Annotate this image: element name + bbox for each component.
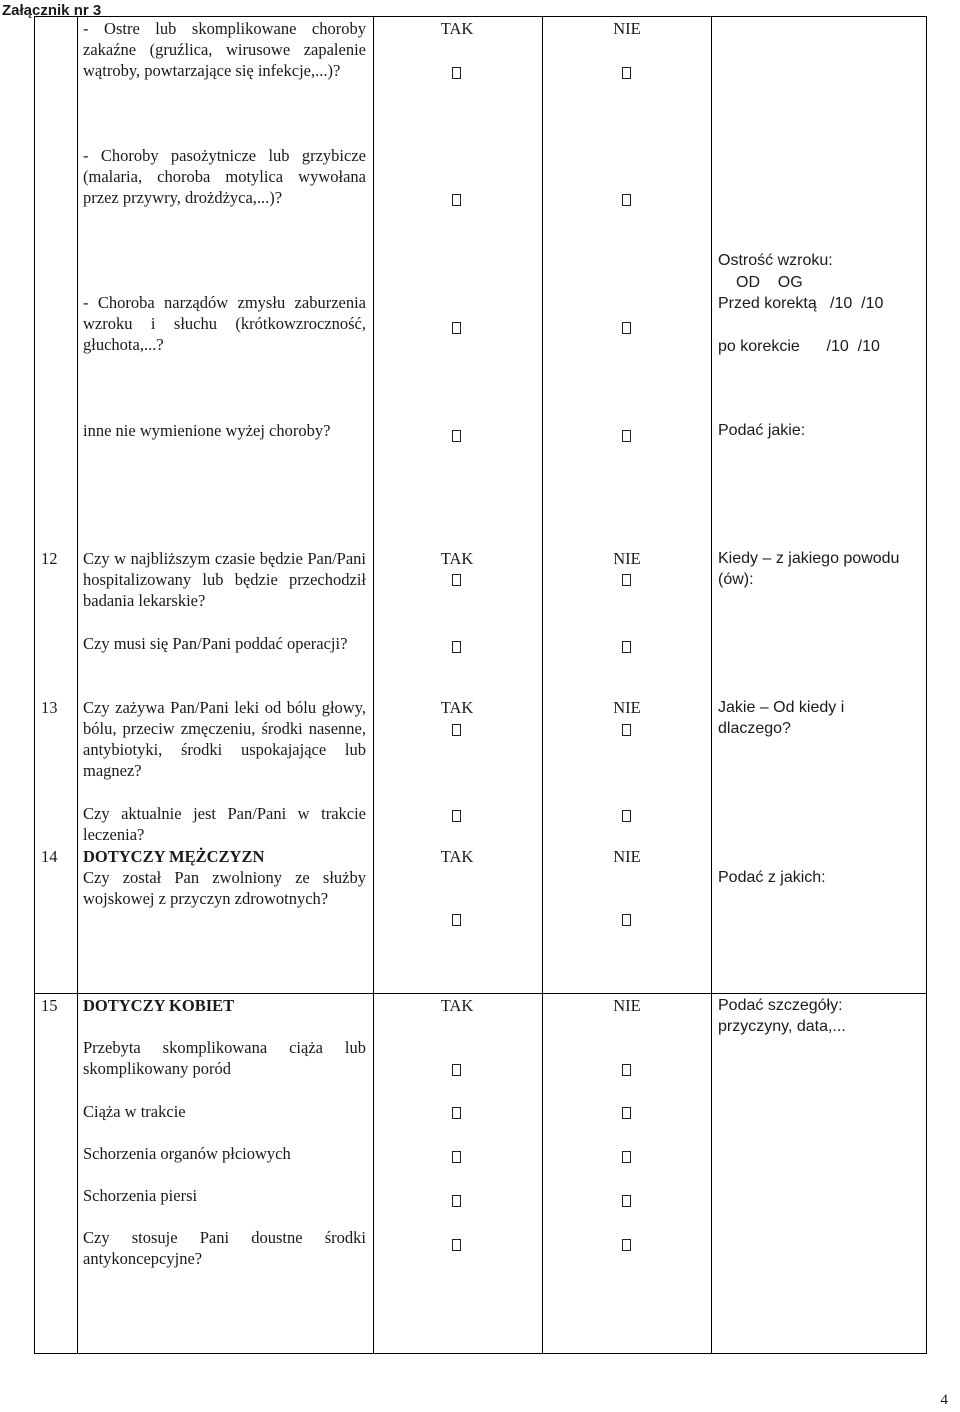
yes-checkbox[interactable] — [452, 574, 461, 586]
vision-title: Ostrość wzroku: — [718, 252, 833, 269]
question-number: 15 — [41, 996, 58, 1015]
question-senses: - Choroba narządów zmysłu zaburzenia wzroku i słuchu (krótkowzroczność, głuchota,...? — [83, 293, 366, 354]
no-checkbox[interactable] — [622, 914, 631, 926]
yes-checkbox[interactable] — [452, 1064, 461, 1076]
yes-label: TAK — [440, 996, 474, 1015]
no-label: NIE — [613, 996, 641, 1015]
page-number: 4 — [940, 1392, 948, 1408]
question-15-item: Schorzenia piersi — [83, 1186, 198, 1205]
yes-label: TAK — [440, 847, 474, 866]
column-divider — [373, 16, 374, 1354]
yes-checkbox[interactable] — [452, 1151, 461, 1163]
question-15-item: Ciąża w trakcie — [83, 1102, 186, 1121]
no-checkbox[interactable] — [622, 194, 631, 206]
question-parasitic: - Choroby pasożytnicze lub grzybicze (malaria, choroba motylica wywołana przez przywry, drożdżyca,...)? — [83, 146, 366, 207]
question-15-note: Podać szczegóły: przyczyny, data,... — [718, 997, 846, 1035]
question-number: 12 — [41, 549, 58, 568]
question-15-item: Schorzenia organów płciowych — [83, 1144, 291, 1163]
no-checkbox[interactable] — [622, 810, 631, 822]
question-14-note: Podać z jakich: — [718, 869, 826, 886]
question-15-item: Przebyta skomplikowana ciąża lub skomplikowany poród — [83, 1038, 366, 1078]
question-15-heading: DOTYCZY KOBIET — [83, 996, 235, 1015]
question-14-heading: DOTYCZY MĘŻCZYZN — [83, 847, 265, 866]
yes-checkbox[interactable] — [452, 322, 461, 334]
vision-eyes: OD OG — [736, 274, 803, 291]
no-checkbox[interactable] — [622, 67, 631, 79]
no-label: NIE — [613, 698, 641, 717]
question-13-note: Jakie – Od kiedy i dlaczego? — [718, 699, 845, 737]
yes-checkbox[interactable] — [452, 430, 461, 442]
question-12-surgery: Czy musi się Pan/Pani poddać operacji? — [83, 634, 348, 653]
no-checkbox[interactable] — [622, 574, 631, 586]
no-checkbox[interactable] — [622, 430, 631, 442]
yes-checkbox[interactable] — [452, 810, 461, 822]
yes-checkbox[interactable] — [452, 641, 461, 653]
row-divider — [34, 993, 927, 994]
no-checkbox[interactable] — [622, 1107, 631, 1119]
yes-label: TAK — [440, 698, 474, 717]
column-divider — [711, 16, 712, 1354]
question-other-diseases: inne nie wymienione wyżej choroby? — [83, 421, 331, 440]
question-14: Czy został Pan zwolniony ze służby wojskowej z przyczyn zdrowotnych? — [83, 868, 366, 908]
yes-label: TAK — [440, 549, 474, 568]
yes-checkbox[interactable] — [452, 1195, 461, 1207]
question-13-treatment: Czy aktualnie jest Pan/Pani w trakcie leczenia? — [83, 804, 366, 844]
attachment-header: Załącznik nr 3 — [2, 2, 102, 19]
vision-before-correction: Przed korektą /10 /10 — [718, 295, 884, 312]
question-15-item: Czy stosuje Pani doustne środki antykoncepcyjne? — [83, 1228, 366, 1268]
no-checkbox[interactable] — [622, 322, 631, 334]
yes-checkbox[interactable] — [452, 1107, 461, 1119]
yes-label: TAK — [440, 19, 474, 38]
no-checkbox[interactable] — [622, 1064, 631, 1076]
yes-checkbox[interactable] — [452, 724, 461, 736]
column-divider — [77, 16, 78, 1354]
column-divider — [542, 16, 543, 1354]
no-checkbox[interactable] — [622, 724, 631, 736]
no-label: NIE — [613, 549, 641, 568]
no-checkbox[interactable] — [622, 1239, 631, 1251]
no-label: NIE — [613, 847, 641, 866]
question-12-note: Kiedy – z jakiego powodu (ów): — [718, 550, 900, 588]
yes-checkbox[interactable] — [452, 914, 461, 926]
question-number: 13 — [41, 698, 58, 717]
no-label: NIE — [613, 19, 641, 38]
yes-checkbox[interactable] — [452, 1239, 461, 1251]
question-infectious: - Ostre lub skomplikowane choroby zakaźne (gruźlica, wirusowe zapalenie wątroby, powtarzające się infekcje,...)? — [83, 19, 366, 80]
yes-checkbox[interactable] — [452, 67, 461, 79]
yes-checkbox[interactable] — [452, 194, 461, 206]
question-number: 14 — [41, 847, 58, 866]
other-diseases-note: Podać jakie: — [718, 422, 806, 439]
vision-after-correction: po korekcie /10 /10 — [718, 338, 880, 355]
no-checkbox[interactable] — [622, 1195, 631, 1207]
question-13: Czy zażywa Pan/Pani leki od bólu głowy, bólu, przeciw zmęczeniu, środki nasenne, antybiotyki, środki uspokajające lub magnez? — [83, 698, 366, 780]
no-checkbox[interactable] — [622, 641, 631, 653]
question-12: Czy w najbliższym czasie będzie Pan/Pani hospitalizowany lub będzie przechodził badania lekarskie? — [83, 549, 366, 610]
no-checkbox[interactable] — [622, 1151, 631, 1163]
